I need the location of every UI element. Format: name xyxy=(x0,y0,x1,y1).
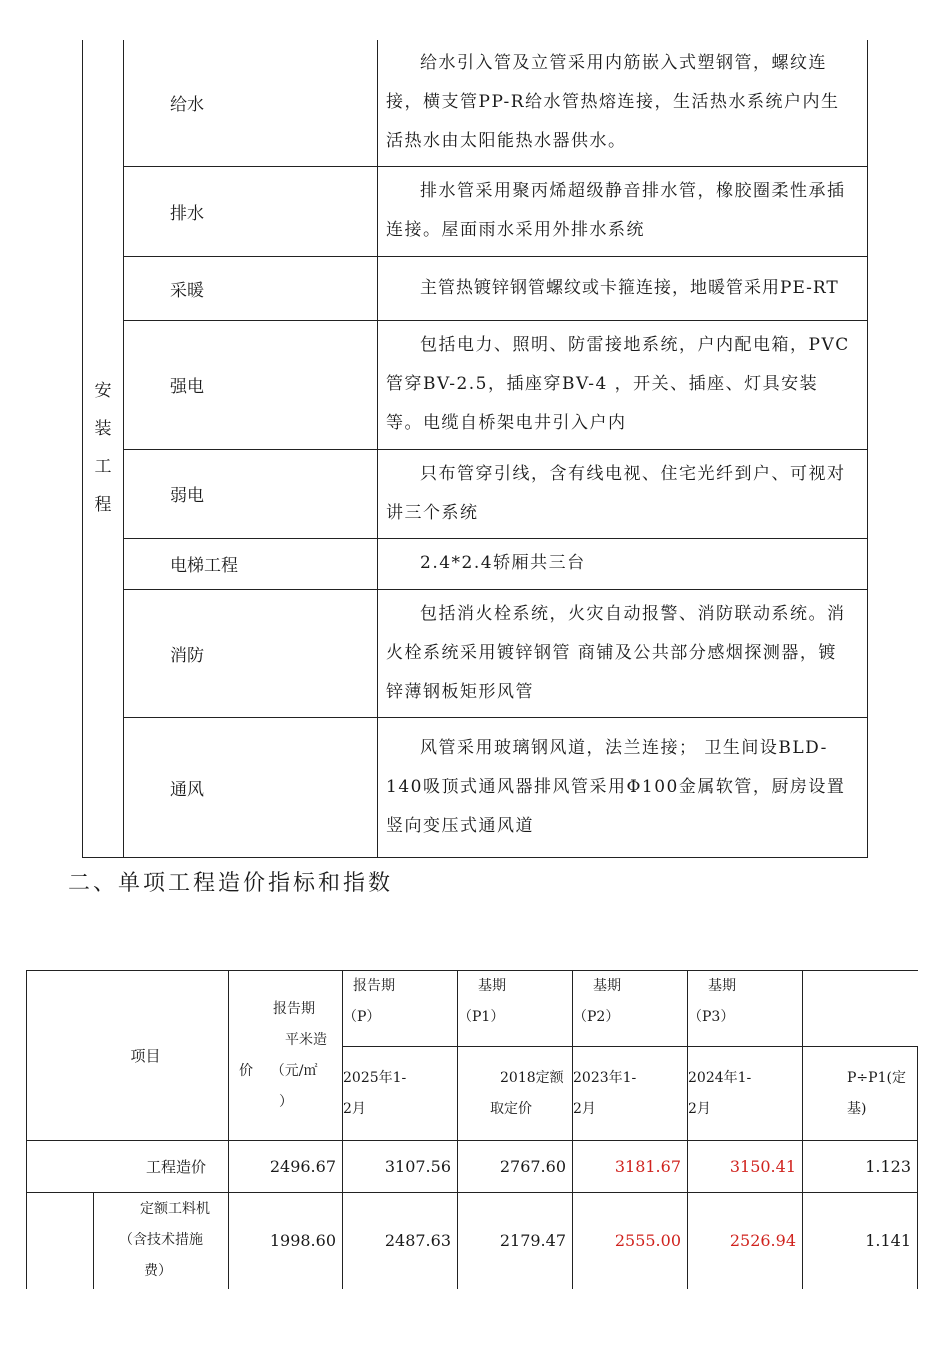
header-time-p1 xyxy=(458,1047,573,1141)
header-time-p xyxy=(343,1047,458,1141)
header-period-p xyxy=(343,971,458,1047)
category-cell xyxy=(83,40,124,857)
header-report-price-cell xyxy=(229,971,343,1141)
table-row xyxy=(83,256,868,320)
desc-drainage: 排水管采用聚丙烯超级静音排水管，橡胶圈柔性承插连接。屋面雨水采用外排水系统 xyxy=(378,166,868,256)
row-label-line: 费） xyxy=(144,1263,172,1280)
table-row xyxy=(83,589,868,717)
cell-ratio: 1.141 xyxy=(803,1193,918,1289)
cell-p2: 2555.00 xyxy=(573,1193,688,1289)
period-name: 报告期 xyxy=(353,978,395,994)
item-elevator: 电梯工程 xyxy=(124,538,378,589)
period-time: 2月 xyxy=(688,1100,711,1117)
install-works-table xyxy=(82,40,868,858)
cell-p3: 2526.94 xyxy=(688,1193,803,1289)
header-period-p1 xyxy=(458,971,573,1047)
item-fire-protection: 消防 xyxy=(124,589,378,717)
period-code: （P3） xyxy=(688,1009,735,1025)
header-time-p2 xyxy=(573,1047,688,1141)
header-period-p2 xyxy=(573,971,688,1047)
period-time: 2024年1- xyxy=(688,1069,752,1086)
header-text-line: 报告期 xyxy=(273,1000,315,1017)
period-time: 2025年1- xyxy=(343,1069,407,1086)
item-weak-current: 弱电 xyxy=(124,449,378,538)
row-label-line: （含技术措施 xyxy=(119,1232,203,1249)
table-row xyxy=(83,40,868,166)
header-text-line: ） xyxy=(279,1093,293,1110)
period-name: 基期 xyxy=(593,978,621,994)
ratio-label: P÷P1(定 xyxy=(847,1069,906,1086)
period-code: （P） xyxy=(343,1009,381,1025)
cell-p1: 2767.60 xyxy=(458,1141,573,1193)
category-label xyxy=(83,372,123,524)
cell-p2: 3181.67 xyxy=(573,1141,688,1193)
header-item-label: 项目 xyxy=(130,1047,161,1065)
period-time: 2018定额 xyxy=(500,1069,564,1086)
header-period-p3 xyxy=(688,971,803,1047)
period-time: 2月 xyxy=(573,1100,596,1117)
table-row xyxy=(83,449,868,538)
item-ventilation: 通风 xyxy=(124,717,378,857)
period-name: 基期 xyxy=(478,978,506,994)
desc-elevator: 2.4*2.4轿厢共三台 xyxy=(378,538,868,589)
category-char: 装 xyxy=(94,419,112,440)
desc-strong-current: 包括电力、照明、防雷接地系统，户内配电箱，PVC管穿BV-2.5，插座穿BV-4 ，开关、插座、灯具安装等。电缆自桥架电井引入户内 xyxy=(378,320,868,449)
cell-p: 3107.56 xyxy=(343,1141,458,1193)
header-ratio-cell xyxy=(803,1047,918,1141)
header-row xyxy=(27,971,918,1047)
cell-p1: 2179.47 xyxy=(458,1193,573,1289)
header-time-p3 xyxy=(688,1047,803,1141)
item-water-supply: 给水 xyxy=(124,40,378,166)
period-time: 取定价 xyxy=(490,1100,532,1117)
table-row xyxy=(83,166,868,256)
desc-fire-protection: 包括消火栓系统，火灾自动报警、消防联动系统。消火栓系统采用镀锌钢管 商铺及公共部分感烟探测器，镀锌薄钢板矩形风管 xyxy=(378,589,868,717)
row-label: 工程造价 xyxy=(27,1141,229,1193)
period-time: 2月 xyxy=(343,1100,366,1117)
cost-index-table xyxy=(26,970,918,1289)
item-heating: 采暖 xyxy=(124,256,378,320)
category-char: 程 xyxy=(94,495,112,516)
row-label-line: 定额工料机 xyxy=(140,1201,210,1218)
desc-weak-current: 只布管穿引线，含有线电视、住宅光纤到户、可视对讲三个系统 xyxy=(378,449,868,538)
table-row xyxy=(27,1141,918,1193)
header-blank-cell xyxy=(803,971,918,1047)
ratio-label: 基) xyxy=(847,1100,867,1117)
period-name: 基期 xyxy=(708,978,736,994)
period-code: （P2） xyxy=(573,1009,620,1025)
period-time: 2023年1- xyxy=(573,1069,637,1086)
table-row xyxy=(27,1193,918,1289)
period-code: （P1） xyxy=(458,1009,505,1025)
row-label xyxy=(94,1193,229,1289)
table-row xyxy=(83,538,868,589)
table-row xyxy=(83,320,868,449)
cell-p: 2487.63 xyxy=(343,1193,458,1289)
desc-heating: 主管热镀锌钢管螺纹或卡箍连接，地暖管采用PE-RT xyxy=(378,256,868,320)
section-heading: 二、单项工程造价指标和指数 xyxy=(68,871,394,896)
row-group-cell xyxy=(27,1193,94,1289)
item-drainage: 排水 xyxy=(124,166,378,256)
table-row xyxy=(83,717,868,857)
item-strong-current: 强电 xyxy=(124,320,378,449)
header-text-line: 平米造 xyxy=(285,1031,327,1048)
header-text-line: 价 （元/㎡ xyxy=(239,1062,318,1079)
cell-report-price: 1998.60 xyxy=(229,1193,343,1289)
desc-ventilation: 风管采用玻璃钢风道，法兰连接； 卫生间设BLD-140吸顶式通风器排风管采用Φ100金属软管，厨房设置竖向变压式通风道 xyxy=(378,717,868,857)
cell-ratio: 1.123 xyxy=(803,1141,918,1193)
category-char: 工 xyxy=(94,457,112,478)
header-item-cell xyxy=(27,971,229,1141)
cell-report-price: 2496.67 xyxy=(229,1141,343,1193)
category-char: 安 xyxy=(94,381,112,402)
cell-p3: 3150.41 xyxy=(688,1141,803,1193)
desc-water-supply: 给水引入管及立管采用内筋嵌入式塑钢管，螺纹连接，横支管PP-R给水管热熔连接，生活热水系统户内生活热水由太阳能热水器供水。 xyxy=(378,40,868,166)
